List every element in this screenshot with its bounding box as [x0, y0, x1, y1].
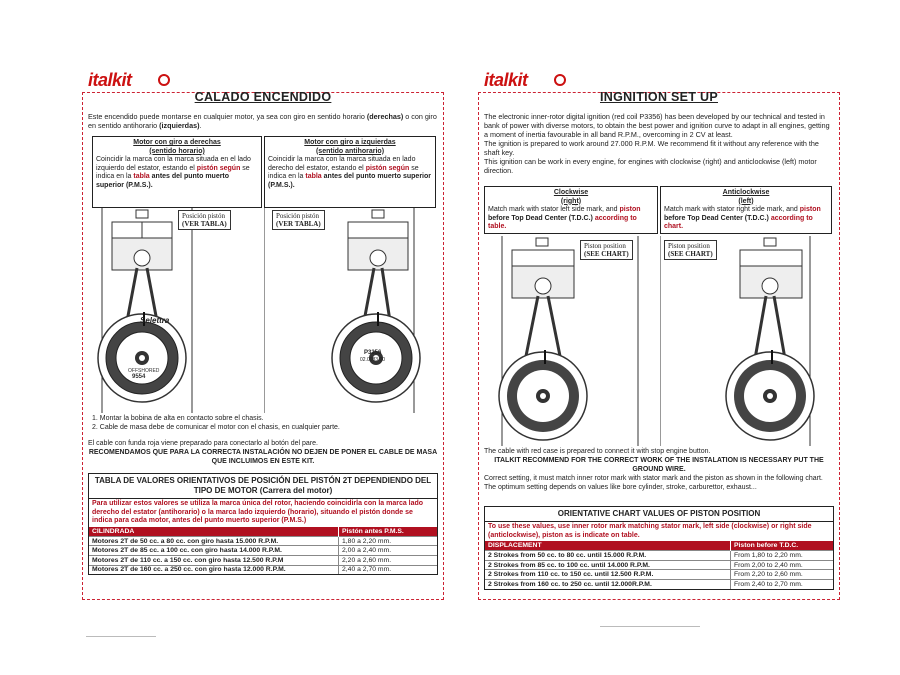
- table-row: 2 Strokes from 85 cc. to 100 cc. until 14.000 R.P.M. From 2,00 to 2,40 mm.: [485, 560, 833, 570]
- note-item: 1. Montar la bobina de alta en contacto sobre el chasis.: [92, 415, 264, 422]
- box-heading: Motor con giro a derechas: [133, 139, 221, 146]
- table-row: Motores 2T de 50 cc. a 80 cc. con giro hasta 15.000 R.P.M. 1,80 a 2,20 mm.: [89, 536, 437, 546]
- box-heading: Motor con giro a izquierdas: [304, 139, 396, 146]
- page-title: CALADO ENCENDIDO: [194, 90, 332, 104]
- scan-artifact: [86, 636, 156, 637]
- scan-artifact: [600, 626, 700, 627]
- table-row: Motores 2T de 160 cc. a 250 cc. con giro hasta 12.000 R.P.M. 2,40 a 2,70 mm.: [89, 565, 437, 574]
- ignition-diagram-clockwise: [92, 208, 262, 413]
- rotor-small-text-2: 9554: [132, 374, 146, 380]
- intro-text: The electronic inner-rotor digital ignition (red coil P3356) has been developed by our technical and tested in bank of power with diverse motors, to obtain the best power and ignition curve to adapt in all engines, getting a moment of inertia favourable in all band R.P.M., overcoming in 2 CV at least. The ignition is prepared to work around 27.000 R.P.M. We recommend fit it without any reference with the shaft key. This ignition can be work in every engine, for engines with clockwise (right) and anticlockwise (left) motor direction.: [484, 112, 830, 175]
- col-header: DISPLACEMENT: [485, 541, 731, 551]
- piston-values-table: [88, 473, 438, 575]
- clockwise-box: [92, 136, 262, 208]
- cable-text: El cable con funda roja viene preparado para conectarlo al botón del pare.: [88, 440, 318, 447]
- rotor-small-text-1: OFFSHORED: [128, 368, 160, 374]
- intro-text: Este encendido puede montarse en cualquier motor, ya sea con giro en sentido horario (derechas) o con giro en sentido antihorario (izquierdas).: [88, 112, 437, 130]
- page-title: INGNITION SET UP: [599, 90, 718, 104]
- clockwise-box: [484, 186, 658, 234]
- col-header: Piston before T.D.C.: [731, 541, 834, 551]
- spanish-page: [82, 70, 444, 600]
- logo-emblem-icon: [158, 74, 170, 86]
- box-text: Match mark with stator right side mark, and piston before Top Dead Center (T.D.C.) according to chart.: [664, 206, 821, 231]
- box-subheading: (left): [738, 197, 754, 205]
- rotor-brand-text: Selettra: [140, 316, 170, 325]
- values-table: [485, 541, 833, 588]
- box-heading: Clockwise: [553, 189, 589, 196]
- notes-list: [92, 414, 438, 432]
- table-title: TABLA DE VALORES ORIENTATIVOS DE POSICIÓN DEL PISTÓN 2T DEPENDIENDO DEL TIPO DE MOTOR (Carrera del motor): [94, 476, 432, 495]
- box-subheading: (sentido horario): [149, 147, 205, 155]
- table-row: Motores 2T de 110 cc. a 150 cc. con giro hasta 12.500 R.P.M 2,20 a 2,60 mm.: [89, 555, 437, 565]
- recommendation-text: RECOMENDAMOS QUE PARA LA CORRECTA INSTALACIÓN NO DEJEN DE PONER EL CABLE DE MASA QUE INCLUIMOS EN ESTE KIT.: [88, 449, 438, 465]
- table-row: 2 Strokes from 160 cc. to 250 cc. until 12.000R.P.M. From 2,40 to 2,70 mm.: [485, 579, 833, 588]
- box-text: Match mark with stator left side mark, and piston before Top Dead Center (T.D.C.) according to table.: [488, 206, 641, 231]
- ignition-diagram-clockwise: [488, 236, 658, 446]
- values-table: [89, 527, 437, 574]
- table-row: Motores 2T de 85 cc. a 100 cc. con giro hasta 14.000 R.P.M. 2,00 a 2,40 mm.: [89, 546, 437, 556]
- brand-logo: italkit: [484, 70, 528, 90]
- piston-values-table: [484, 506, 834, 590]
- table-note: Para utilizar estos valores se utiliza la marca única del rotor, haciendo coincidirla con la marca lado derecho del estator (antihorario) o la marca lado izquierdo (horario), situando el pistón donde se indica para cada motor, antes del punto muerto superior (P.M.S.): [89, 498, 437, 527]
- english-page: [478, 70, 840, 600]
- table-note: To use these values, use inner rotor mark matching stator mark, left side (clockwise) or right side (anticlockwise), piston as is indicate on table.: [485, 521, 833, 541]
- logo-emblem-icon: [554, 74, 566, 86]
- piston-position-label: Piston position (SEE CHART): [664, 240, 717, 260]
- ignition-diagram-anticlockwise: [660, 236, 832, 446]
- ignition-diagram-anticlockwise: [264, 208, 436, 413]
- rotor-number-text: 02.0083.00: [360, 357, 386, 363]
- rotor-code-text: P3356: [364, 350, 382, 356]
- table-row: 2 Strokes from 110 cc. to 150 cc. until 12.500 R.P.M. From 2,20 to 2,60 mm.: [485, 570, 833, 580]
- piston-position-label: Piston position (SEE CHART): [580, 240, 633, 260]
- box-heading: Anticlockwise: [722, 189, 770, 196]
- table-title: ORIENTATIVE CHART VALUES OF PISTON POSITION: [557, 509, 761, 518]
- box-subheading: (sentido antihorario): [315, 147, 385, 155]
- brand-logo: italkit: [88, 70, 132, 90]
- setting-text: Correct setting, it must match inner rotor mark with stator mark and the piston as shown in the following chart. The optimum setting depends on values like bore cylinder, stroke, carburettor, exhaust...: [484, 475, 823, 491]
- anticlockwise-box: [660, 186, 832, 234]
- anticlockwise-box: [264, 136, 436, 208]
- col-header: CILINDRADA: [89, 527, 339, 537]
- table-row: 2 Strokes from 50 cc. to 80 cc. until 15.000 R.P.M. From 1,80 to 2,20 mm.: [485, 551, 833, 561]
- piston-position-label: Posición pistón (VER TABLA): [272, 210, 325, 230]
- box-text: Coincidir la marca con la marca situada en lado derecho del estator, estando el pistón según se indica en la tabla antes del punto muerto superior (P.M.S.).: [268, 156, 431, 189]
- box-text: Coincidir la marca con la marca situada en el lado izquierdo del estator, estando el pistón según se indica en la tabla antes del punto muerto superior (P.M.S.).: [96, 156, 251, 189]
- recommendation-text: ITALKIT RECOMMEND FOR THE CORRECT WORK OF THE INSTALATION IS NECESSARY PUT THE GROUND WIRE.: [494, 457, 824, 473]
- piston-position-label: Posición pistón (VER TABLA): [178, 210, 231, 230]
- note-item: 2. Cable de masa debe de comunicar el motor con el chasis, en cualquier parte.: [92, 424, 340, 431]
- col-header: Pistón antes P.M.S.: [339, 527, 438, 537]
- box-subheading: (right): [560, 197, 582, 205]
- cable-text: The cable with red case is prepared to connect it with stop engine button.: [484, 448, 711, 455]
